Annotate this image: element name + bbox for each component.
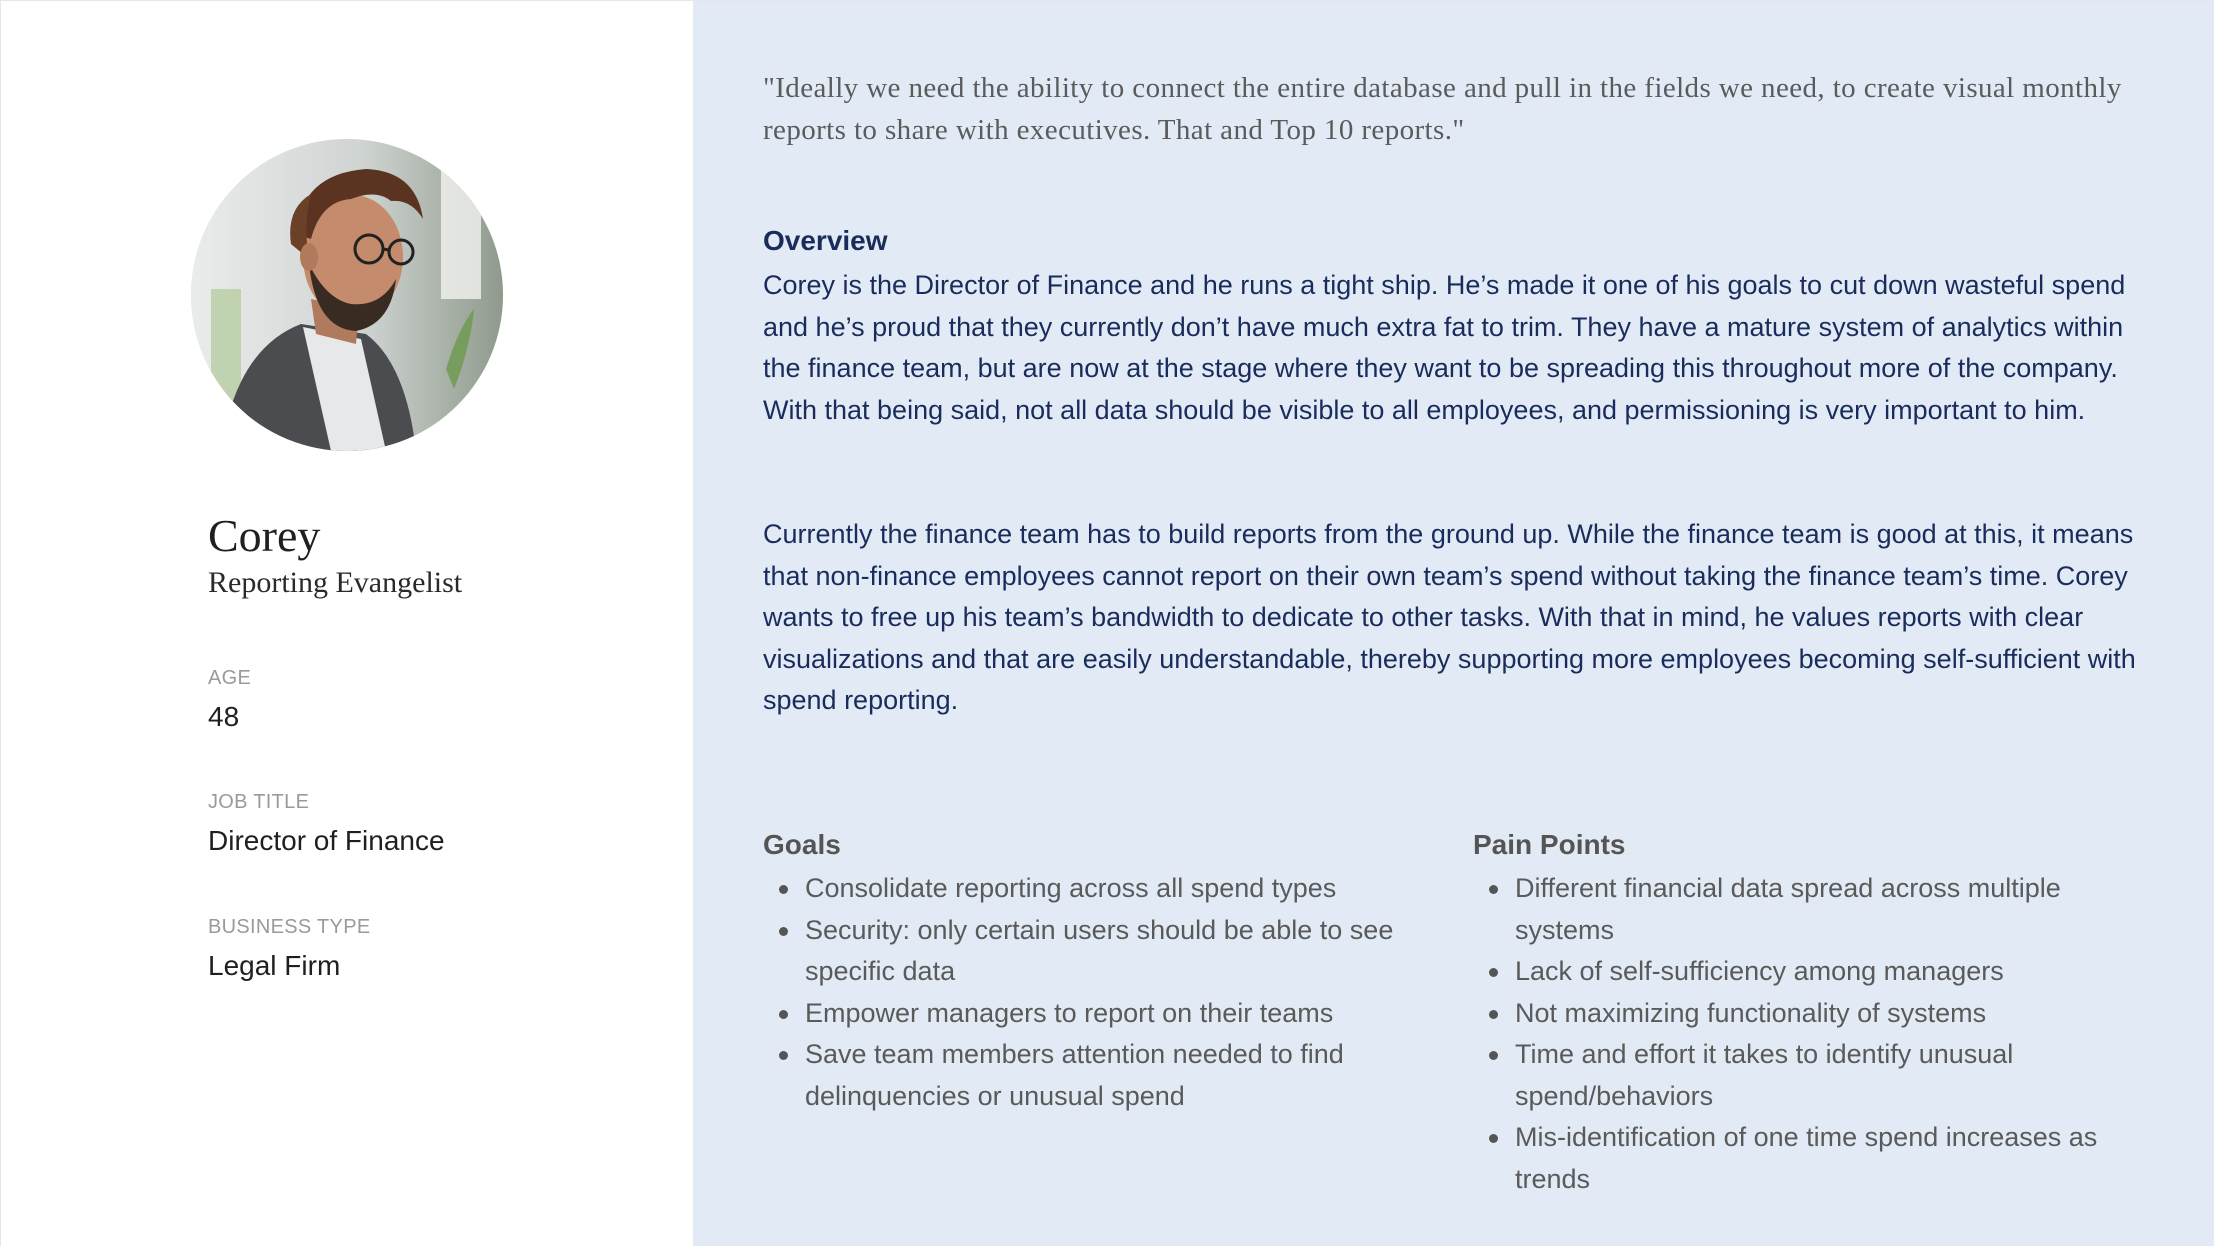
persona-quote: "Ideally we need the ability to connect the entire database and pull in the fields we need, to create visual monthly reports to share with executives. That and Top 10 reports." (763, 72, 2122, 146)
goal-item: Security: only certain users should be able to see specific data (763, 910, 1423, 993)
details-panel (693, 1, 2214, 1246)
goals-heading: Goals (763, 829, 841, 860)
overview-paragraph-2: Currently the finance team has to build reports from the ground up. While the finance team is good at this, it means that non-finance employees cannot report on their own team’s spend without taking the finance team’s time. Corey wants to free up his team’s bandwidth to dedicate to other tasks. With that in mind, he values reports with clear visualizations and that are easily understandable, thereby supporting more employees becoming self-sufficient with spend reporting. (763, 519, 2136, 715)
goals-list (763, 868, 1423, 1117)
pain-points-heading: Pain Points (1473, 829, 1626, 860)
pain-points-list (1473, 868, 2133, 1200)
overview-paragraph-1: Corey is the Director of Finance and he runs a tight ship. He’s made it one of his goals to cut down wasteful spend and he’s proud that they currently don’t have much extra fat to trim. They have a mature system of analytics within the finance team, but are now at the stage where they want to be spreading this throughout more of the company. With that being said, not all data should be visible to all employees, and permissioning is very important to him. (763, 270, 2126, 425)
avatar-photo (191, 139, 503, 451)
pain-point-item: Mis-identification of one time spend increases as trends (1473, 1117, 2133, 1200)
job-title-label: JOB TITLE (208, 791, 310, 813)
goal-item: Consolidate reporting across all spend types (763, 868, 1423, 910)
goal-item: Save team members attention needed to find delinquencies or unusual spend (763, 1034, 1423, 1117)
pain-point-item: Not maximizing functionality of systems (1473, 993, 2133, 1035)
business-type-label: BUSINESS TYPE (208, 916, 371, 938)
pain-point-item: Different financial data spread across multiple systems (1473, 868, 2133, 951)
pain-point-item: Lack of self-sufficiency among managers (1473, 951, 2133, 993)
persona-name: Corey (208, 510, 321, 561)
profile-panel (1, 1, 693, 1246)
age-label: AGE (208, 667, 252, 689)
job-title-value: Director of Finance (208, 825, 445, 856)
pain-point-item: Time and effort it takes to identify unusual spend/behaviors (1473, 1034, 2133, 1117)
business-type-value: Legal Firm (208, 950, 341, 981)
overview-heading: Overview (763, 225, 888, 256)
goal-item: Empower managers to report on their teams (763, 993, 1423, 1035)
avatar (191, 139, 503, 451)
persona-role: Reporting Evangelist (208, 566, 463, 599)
age-value: 48 (208, 701, 240, 732)
